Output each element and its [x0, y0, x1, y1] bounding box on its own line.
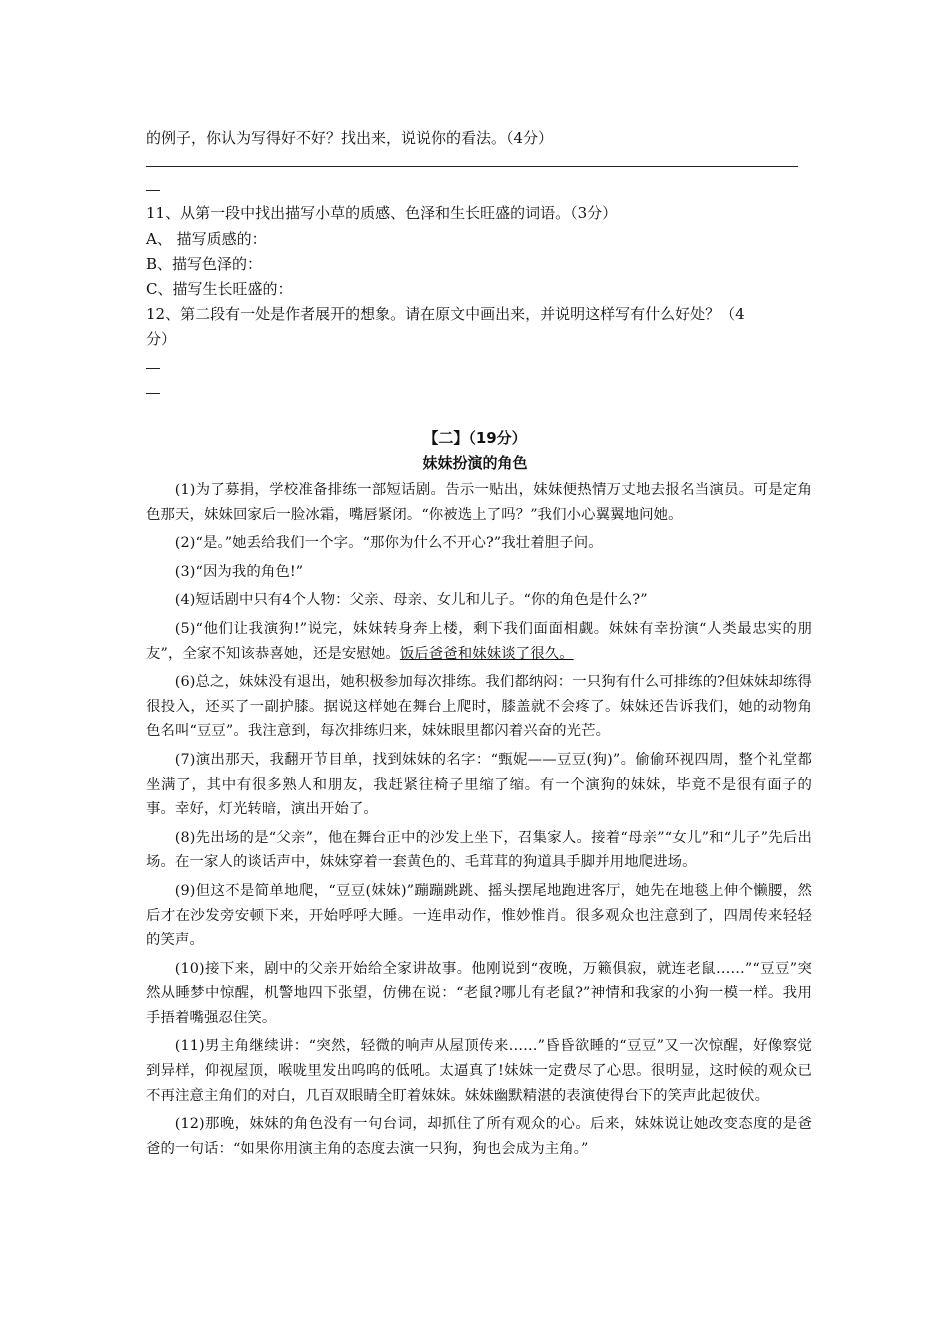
paragraph-11: (11)男主角继续讲：“突然，轻微的响声从屋顶传来……”昏昏欲睡的“豆豆”又一次惊醒，好像察觉到异样，仰视屋顶，喉咙里发出呜呜的低吼。太逼真了!妹妹一定费尽了心思。很明显，这时候的观众已不再注意主角们的对白，几百双眼睛全盯着妹妹。妹妹幽默精湛的表演使得台下的笑声此起彼伏。	[146, 1038, 812, 1104]
paragraph-12: (12)那晚，妹妹的角色没有一句台词，却抓住了所有观众的心。后来，妹妹说让她改变态度的是爸爸的一句话：“如果你用演主角的态度去演一只狗，狗也会成为主角。”	[146, 1116, 812, 1157]
question-12-continued: 分）	[146, 330, 177, 348]
paragraph-8: (8)先出场的是“父亲”，他在舞台正中的沙发上坐下，召集家人。接着“母亲”“女儿”和“儿子”先后出场。在一家人的谈话声中，妹妹穿着一套黄色的、毛茸茸的狗道具手脚并用地爬进场。	[146, 829, 812, 871]
paragraph-3: (3)“因为我的角色!”	[174, 563, 304, 580]
paragraph-4: (4)短话剧中只有4个人物：父亲、母亲、女儿和儿子。“你的角色是什么?”	[174, 592, 648, 609]
section-header: 【二】（19分）	[423, 429, 527, 447]
paragraph-9: (9)但这不是简单地爬，“豆豆(妹妹)”蹦蹦跳跳、摇头摆尾地跑进客厅，她先在地毯上伸个懒腰，然后才在沙发旁安顿下来，开始呼呼大睡。一连串动作，惟妙惟肖。很多观众也注意到了，四周传来轻轻的笑声。	[146, 882, 812, 949]
paragraph-5	[146, 617, 812, 666]
question-12: 12、第二段有一处是作者展开的想象。请在原文中画出来，并说明这样写有什么好处？（4	[146, 305, 745, 323]
answer-dash	[146, 368, 160, 369]
story-body	[146, 478, 812, 1165]
question-11-option-a: A、 描写质感的：	[146, 230, 267, 248]
paragraph-6: (6)总之，妹妹没有退出，她积极参加每次排练。我们都纳闷：一只狗有什么可排练的?但妹妹却练得很投入，还买了一副护膝。据说这样她在舞台上爬时，膝盖就不会疼了。妹妹还告诉我们，她的动物角色名叫“豆豆”。我注意到，每次排练归来，妹妹眼里都闪着兴奋的光芒。	[146, 674, 812, 740]
answer-line	[146, 166, 798, 167]
story-title: 妹妹扮演的角色	[422, 454, 528, 472]
paragraph-5-text: (5)“他们让我演狗!”说完，妹妹转身奔上楼，剩下我们面面相觑。妹妹有幸扮演“人类最忠实的朋友”，全家不知该恭喜她，还是安慰她。	[146, 620, 812, 662]
question-11-option-c: C、描写生长旺盛的：	[146, 280, 293, 298]
paragraph-2: (2)“是。”她丢给我们一个字。“那你为什么不开心?”我壮着胆子问。	[174, 535, 603, 552]
answer-dash	[146, 190, 160, 191]
question-10-tail: 的例子，你认为写得好不好？找出来，说说你的看法。（4分）	[146, 129, 554, 147]
paragraph-1: (1)为了募捐，学校准备排练一部短话剧。告示一贴出，妹妹便热情万丈地去报名当演员。可是定角色那天，妹妹回家后一脸冰霜，嘴唇紧闭。“你被选上了吗？”我们小心翼翼地问她。	[146, 482, 812, 523]
paragraph-7: (7)演出那天，我翻开节目单，找到妹妹的名字：“甄妮——豆豆(狗)”。偷偷环视四周，整个礼堂都坐满了，其中有很多熟人和朋友，我赶紧往椅子里缩了缩。有一个演狗的妹妹，毕竟不是很有面子的事。幸好，灯光转暗，演出开始了。	[146, 751, 812, 818]
answer-dash	[146, 393, 160, 394]
question-11-option-b: B、描写色泽的：	[146, 255, 263, 273]
underlined-sentence: 饭后爸爸和妹妹谈了很久。	[399, 645, 574, 662]
question-11: 11、从第一段中找出描写小草的质感、色泽和生长旺盛的词语。（3分）	[146, 204, 618, 222]
paragraph-10: (10)接下来，剧中的父亲开始给全家讲故事。他刚说到“夜晚，万籁俱寂，就连老鼠……”“豆豆”突然从睡梦中惊醒，机警地四下张望，仿佛在说：“老鼠?哪儿有老鼠?”神情和我家的小狗一模一样。我用手捂着嘴强忍住笑。	[146, 960, 812, 1026]
